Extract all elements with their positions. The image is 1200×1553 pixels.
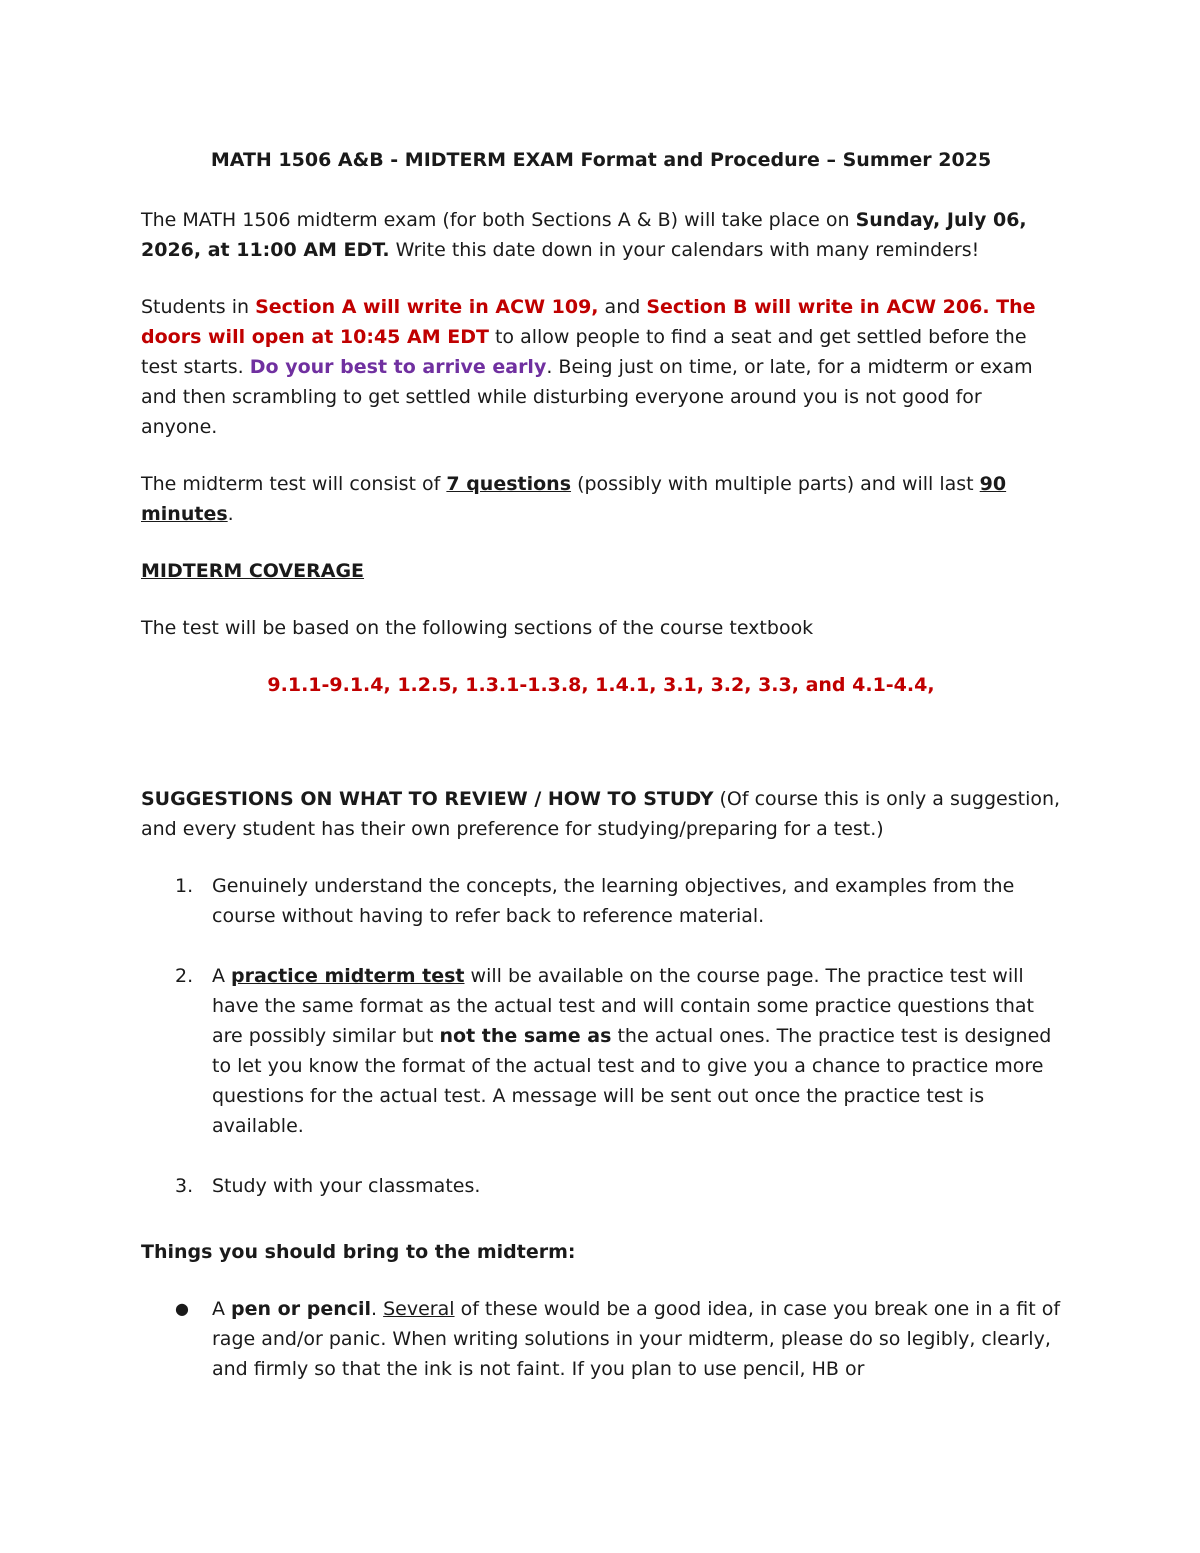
study-suggestions-list	[141, 871, 1061, 1201]
location-text-end: . Being just on time, or late, for a midterm or exam and then scrambling to get settled while disturbing everyone around you is not good for anyone.	[141, 356, 1033, 438]
coverage-heading: MIDTERM COVERAGE	[141, 560, 365, 582]
location-text-settle: to allow people to find a seat and get settled before the test starts.	[141, 326, 1027, 378]
list-item	[141, 1171, 1061, 1201]
location-paragraph	[141, 292, 1061, 442]
list-number: 1.	[175, 875, 194, 897]
list-item	[141, 961, 1061, 1141]
section-a-room: Section A will write in ACW 109,	[255, 296, 599, 318]
suggestions-note: (Of course this is only a suggestion, and every student has their own preference for studying/preparing for a test.)	[141, 788, 1061, 840]
format-text: The midterm test will consist of	[141, 473, 447, 495]
pen-or-pencil: pen or pencil	[231, 1298, 372, 1320]
list-item-text: of these would be a good idea, in case you break one in a fit of rage and/or panic. When writing solutions in your midterm, please do so legibly, clearly, and firmly so that the ink is not faint. If you plan to use pencil, HB or	[212, 1298, 1061, 1380]
list-item	[141, 871, 1061, 931]
format-paragraph	[141, 469, 1061, 529]
exam-duration: 90 minutes	[141, 473, 1007, 525]
intro-text-end: Write this date down in your calendars with many reminders!	[389, 239, 980, 261]
list-item-text: the actual ones. The practice test is designed to let you know the format of the actual test and to give you a chance to practice more questions for the actual test. A message will be sent out once the practice test is available.	[212, 1025, 1052, 1137]
location-text: Students in	[141, 296, 256, 318]
list-item-text: will be available on the course page. The practice test will have the same format as the actual test and will contain some practice questions that are possibly similar but	[212, 965, 1034, 1047]
section-b-room: Section B will write in ACW 206. The doors will open at 10:45 AM EDT	[141, 296, 1036, 348]
several-emphasis: Several	[383, 1298, 455, 1320]
practice-test-link-text: practice midterm test	[231, 965, 465, 987]
exam-date: Sunday, July 06, 2026, at 11:00 AM EDT.	[141, 209, 1027, 261]
arrive-early-note: Do your best to arrive early	[249, 356, 547, 378]
bullet-icon: ●	[175, 1299, 189, 1318]
bring-list	[141, 1294, 1061, 1384]
list-item-text: A	[212, 1298, 232, 1320]
list-number: 3.	[175, 1175, 194, 1197]
intro-text: The MATH 1506 midterm exam (for both Sections A & B) will take place on	[141, 209, 856, 231]
bring-heading: Things you should bring to the midterm:	[141, 1241, 576, 1263]
list-item-text: .	[371, 1298, 384, 1320]
not-same-emphasis: not the same as	[439, 1025, 612, 1047]
document-body	[141, 145, 1061, 1384]
coverage-sections: 9.1.1-9.1.4, 1.2.5, 1.3.1-1.3.8, 1.4.1, 3.1, 3.2, 3.3, and 4.1-4.4,	[267, 674, 935, 696]
page-title: MATH 1506 A&B - MIDTERM EXAM Format and Procedure – Summer 2025	[210, 149, 992, 171]
list-number: 2.	[175, 965, 194, 987]
intro-paragraph	[141, 205, 1061, 265]
list-item-text: Study with your classmates.	[212, 1175, 481, 1197]
location-text-and: and	[598, 296, 647, 318]
suggestions-heading: SUGGESTIONS ON WHAT TO REVIEW / HOW TO STUDY	[141, 788, 714, 810]
list-item-text: A	[212, 965, 232, 987]
format-text-mid: (possibly with multiple parts) and will last	[571, 473, 980, 495]
list-item-text: Genuinely understand the concepts, the learning objectives, and examples from the course without having to refer back to reference material.	[212, 875, 1015, 927]
format-text-end: .	[227, 503, 234, 525]
suggestions-paragraph	[141, 784, 1061, 844]
question-count: 7 questions	[446, 473, 572, 495]
list-item	[141, 1294, 1061, 1384]
coverage-intro: The test will be based on the following sections of the course textbook	[141, 617, 814, 639]
